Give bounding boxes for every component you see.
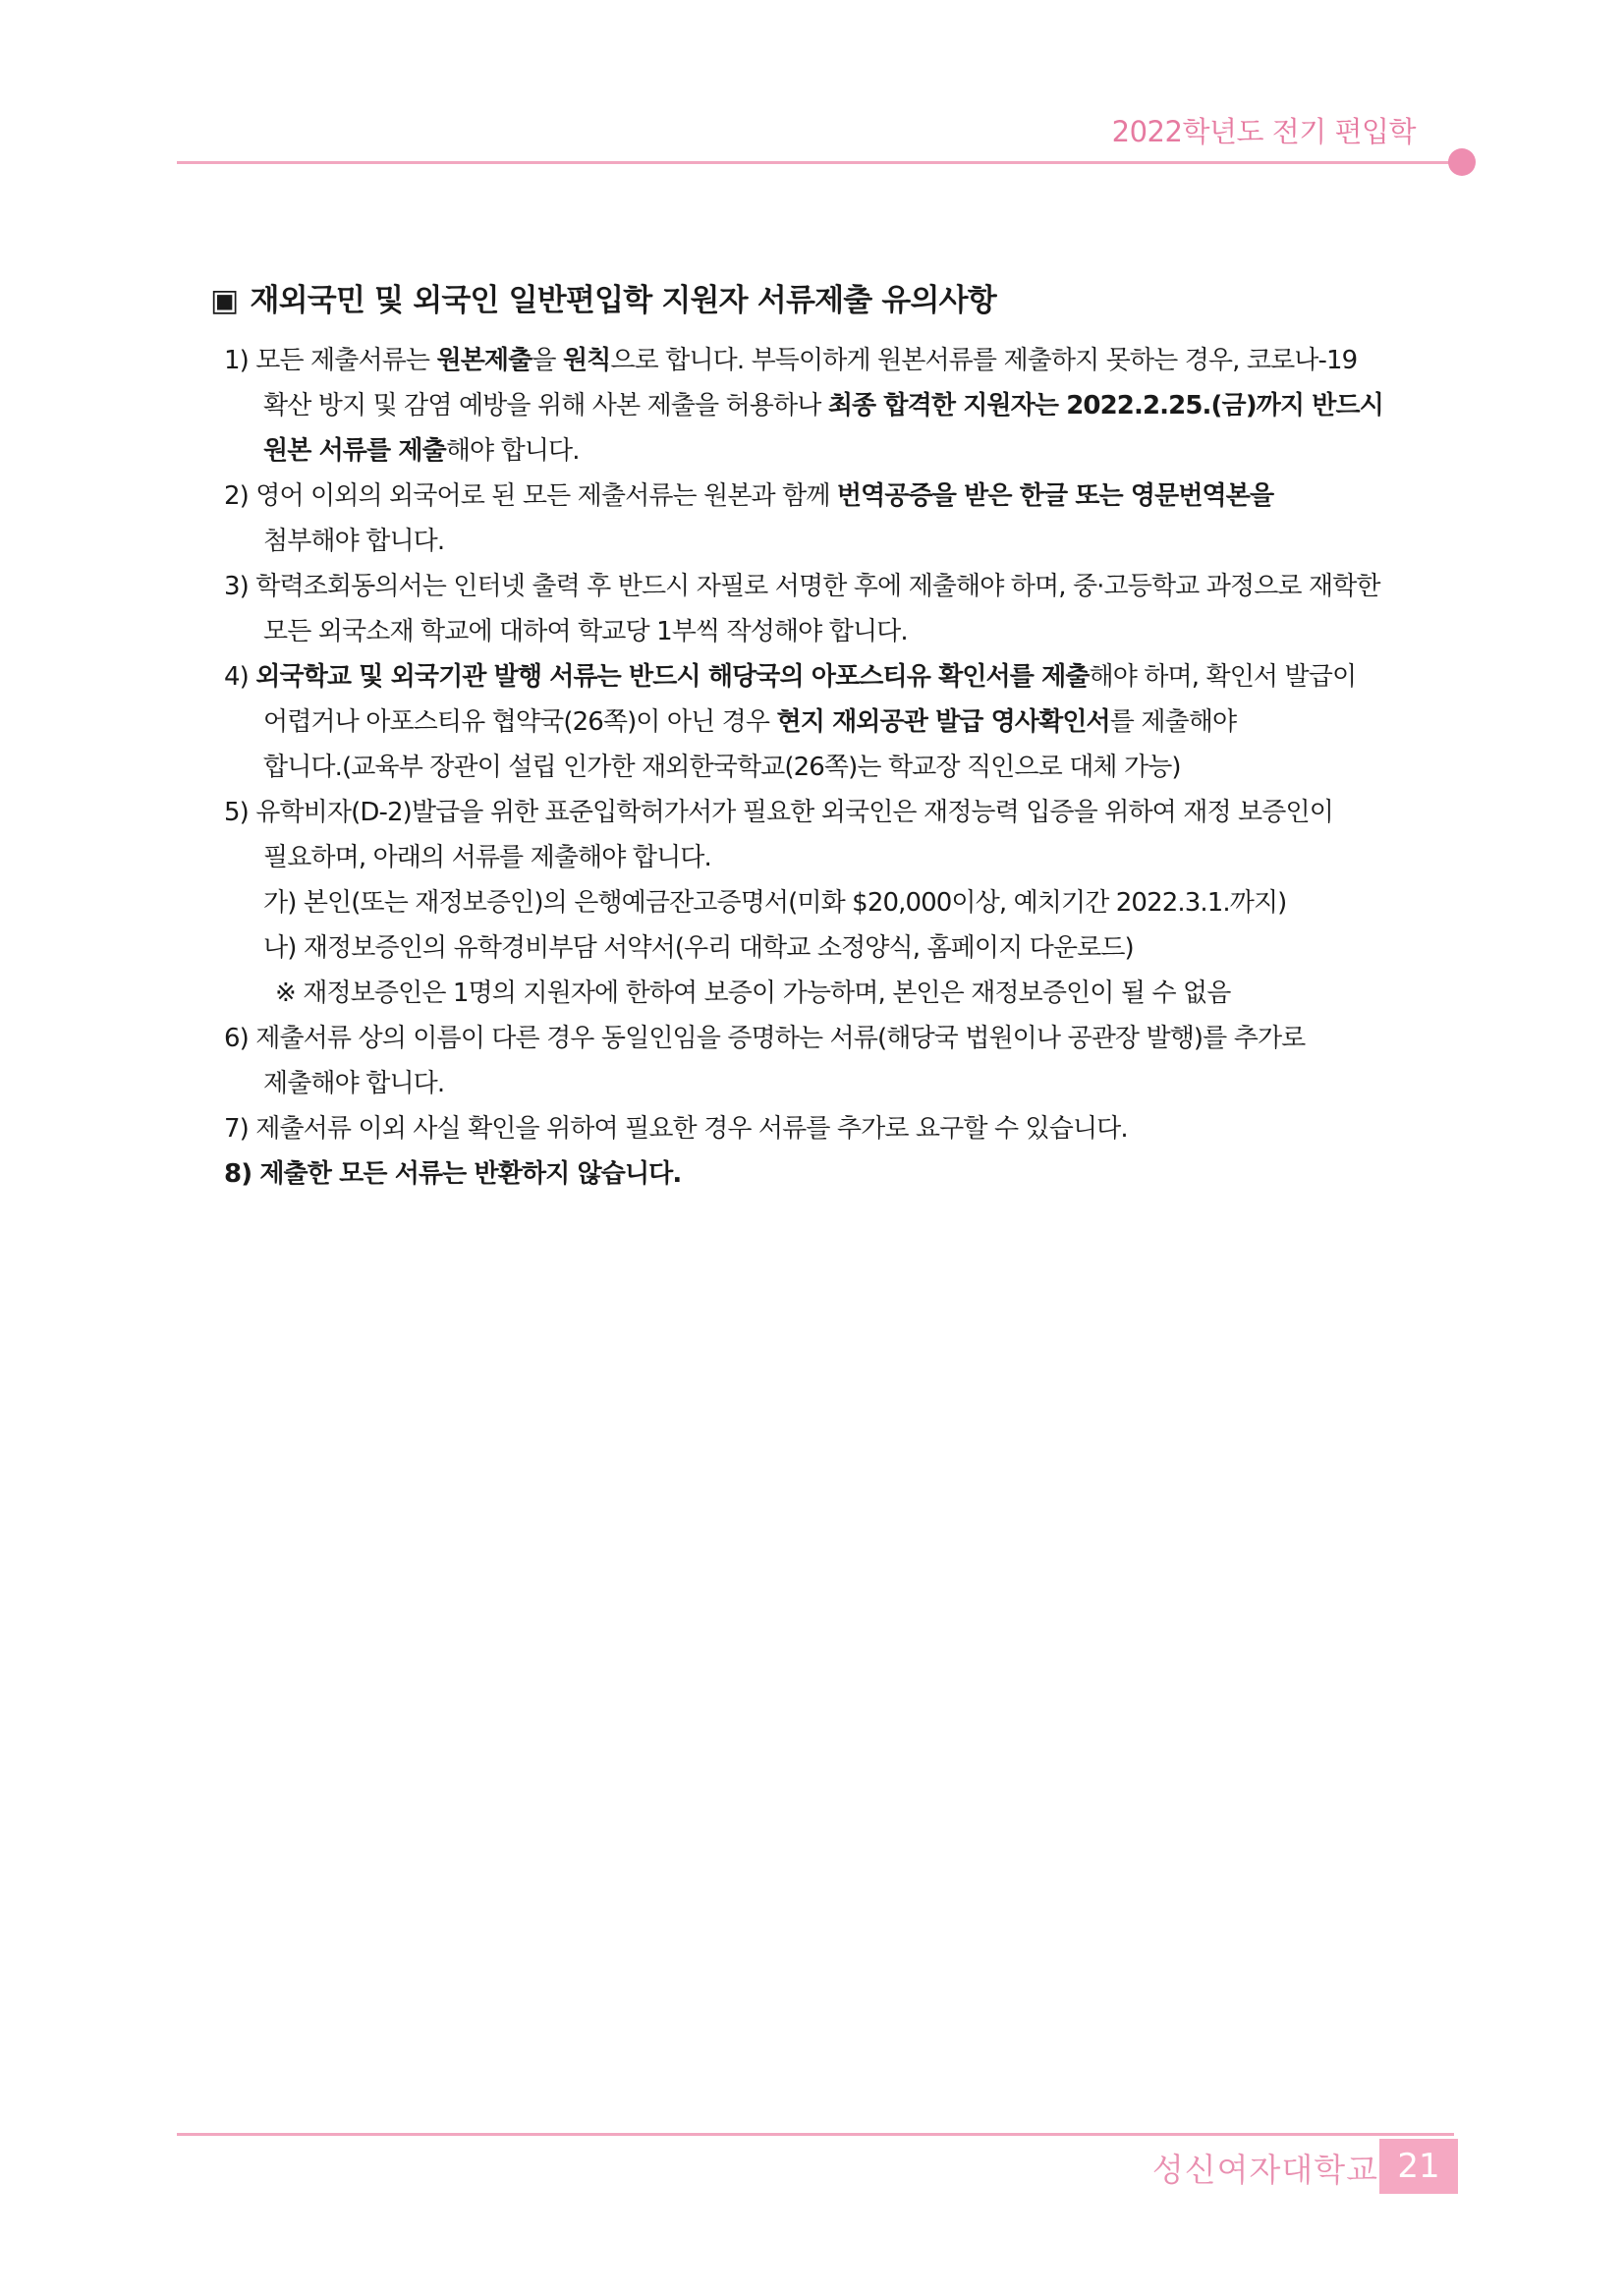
- emphasis: 현지 재외공관 발급 영사확인서: [776, 707, 1110, 737]
- page-number: 21: [1379, 2139, 1458, 2194]
- sub-item: 가) 본인(또는 재정보증인)의 은행예금잔고증명서(미화 $20,000이상, 예치기간 2022.3.1.까지): [263, 888, 1287, 918]
- list-item: 7) 제출서류 이외 사실 확인을 위하여 필요한 경우 서류를 추가로 요구할 수 있습니다.: [224, 1114, 1128, 1144]
- list-item: 6) 제출서류 상의 이름이 다른 경우 동일인임을 증명하는 서류(해당국 법원이나 공관장 발행)를 추가로: [224, 1024, 1306, 1053]
- text: 4): [224, 662, 256, 692]
- emphasis: 최종 합격한 지원자는 2022.2.25.(금)까지 반드시: [827, 391, 1383, 420]
- list-item: 5) 유학비자(D-2)발급을 위한 표준입학허가서가 필요한 외국인은 재정능력 입증을 위하여 재정 보증인이: [224, 798, 1333, 827]
- square-bullet-icon: ▣: [210, 283, 239, 318]
- text: 해야 하며, 확인서 발급이: [1089, 662, 1357, 692]
- footer-university-name: 성신여자대학교: [1151, 2151, 1378, 2189]
- notice-list: [224, 338, 1452, 1197]
- text: 으로 합니다. 부득이하게 원본서류를 제출하지 못하는 경우, 코로나-19: [610, 346, 1358, 375]
- list-item-continuation: 모든 외국소재 학교에 대하여 학교당 1부씩 작성해야 합니다.: [263, 617, 908, 646]
- list-item-continuation: 첨부해야 합니다.: [263, 527, 445, 556]
- text: 2) 영어 이외의 외국어로 된 모든 제출서류는 원본과 함께: [224, 481, 837, 511]
- list-item-continuation: 필요하며, 아래의 서류를 제출해야 합니다.: [263, 843, 711, 872]
- text: 을: [532, 346, 563, 375]
- section-title-text: 재외국민 및 외국인 일반편입학 지원자 서류제출 유의사항: [250, 283, 996, 318]
- header-divider: [177, 161, 1454, 164]
- text: 확산 방지 및 감염 예방을 위해 사본 제출을 허용하나: [263, 391, 828, 420]
- text: 해야 합니다.: [445, 436, 580, 466]
- list-item: [224, 338, 1452, 383]
- header-dot-ornament: [1448, 148, 1476, 176]
- text: 를 제출해야: [1109, 707, 1237, 737]
- footer-divider: [177, 2133, 1454, 2136]
- note-item: ※ 재정보증인은 1명의 지원자에 한하여 보증이 가능하며, 본인은 재정보증인이 될 수 없음: [275, 979, 1231, 1008]
- emphasis: 번역공증을 받은 한글 또는 영문번역본을: [836, 481, 1274, 511]
- list-item: [224, 654, 1452, 700]
- list-item-continuation: [224, 383, 1452, 428]
- list-item-continuation: [224, 700, 1452, 745]
- list-item-continuation: [224, 428, 1452, 474]
- emphasis: 원칙: [562, 346, 611, 375]
- section-title: [210, 275, 996, 319]
- list-item-continuation: 제출해야 합니다.: [263, 1069, 445, 1098]
- emphasis: 원본 서류를 제출: [263, 436, 446, 466]
- list-item: [224, 474, 1452, 519]
- text: 1) 모든 제출서류는: [224, 346, 437, 375]
- text: 어렵거나 아포스티유 협약국(26쪽)이 아닌 경우: [263, 707, 777, 737]
- header-title: 2022학년도 전기 편입학: [1111, 115, 1416, 148]
- list-item: 3) 학력조회동의서는 인터넷 출력 후 반드시 자필로 서명한 후에 제출해야 하며, 중·고등학교 과정으로 재학한: [224, 572, 1380, 601]
- emphasis: 외국학교 및 외국기관 발행 서류는 반드시 해당국의 아포스티유 확인서를 제출: [255, 662, 1090, 692]
- list-item: 8) 제출한 모든 서류는 반환하지 않습니다.: [224, 1159, 682, 1189]
- sub-item: 나) 재정보증인의 유학경비부담 서약서(우리 대학교 소정양식, 홈페이지 다운로드): [263, 933, 1134, 963]
- emphasis: 원본제출: [436, 346, 532, 375]
- list-item-continuation: 합니다.(교육부 장관이 설립 인가한 재외한국학교(26쪽)는 학교장 직인으로 대체 가능): [263, 753, 1181, 782]
